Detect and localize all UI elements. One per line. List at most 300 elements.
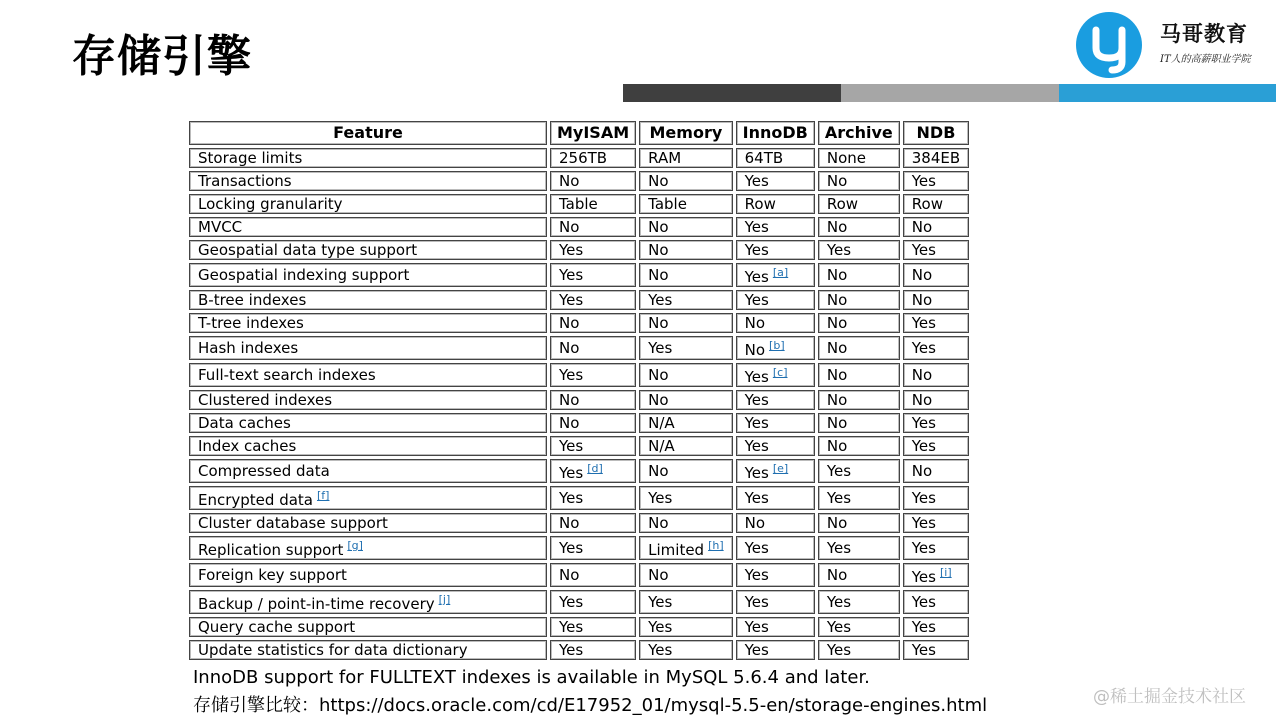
cell-value: Yes [744,618,769,636]
cell-ndb [903,617,969,637]
cell-innodb [736,313,815,333]
cell-value: Yes [826,241,852,259]
table-row [189,217,969,237]
brand-name: 马哥教育 [1160,22,1248,46]
cell-myisam [550,590,636,614]
cell-value: Yes [826,641,852,659]
cell-memory [639,413,733,433]
cell-value: 64TB [744,149,784,167]
cell-myisam [550,313,636,333]
footnote-ref-link[interactable]: [b] [769,339,785,352]
cell-value: No [826,218,848,236]
cell-value: No [648,241,669,259]
cell-archive [818,263,900,287]
table-row [189,590,969,614]
cell-value: Yes [911,414,936,432]
feature-label: Storage limits [198,149,303,167]
cell-innodb [736,536,815,560]
cell-archive [818,486,900,510]
footnote-ref-link[interactable]: [d] [587,462,603,475]
cell-value: Yes [744,391,769,409]
cell-value: Yes [744,539,769,557]
cell-value: No [911,366,933,384]
cell-value: Yes [911,618,936,636]
cell-innodb [736,240,815,260]
header-bar-blue [1059,84,1276,102]
cell-myisam [550,363,636,387]
cell-value: Yes [648,641,673,659]
table-row [189,640,969,660]
cell-innodb [736,590,815,614]
footnote-ref-link[interactable]: [i] [939,566,952,579]
cell-value: Yes [559,266,584,284]
cell-archive [818,459,900,483]
cell-value: Yes [911,172,936,190]
storage-engine-comparison-table [186,118,972,663]
cell-value: Yes [559,489,584,507]
feature-label: Cluster database support [198,514,388,532]
cell-ndb [903,413,969,433]
slide-title: 存储引擎 [72,31,252,82]
cell-value: Yes [559,437,584,455]
cell-value: Table [559,195,598,213]
cell-innodb [736,363,815,387]
table-row [189,336,969,360]
cell-myisam [550,263,636,287]
cell-archive [818,194,900,214]
cell-value: Row [911,195,943,213]
feature-cell [189,390,547,410]
cell-ndb [903,313,969,333]
cell-ndb [903,240,969,260]
table-row [189,363,969,387]
table-row [189,486,969,510]
feature-cell [189,513,547,533]
cell-value: 384EB [911,149,961,167]
cell-myisam [550,413,636,433]
cell-innodb [736,171,815,191]
feature-label: Update statistics for data dictionary [198,641,468,659]
cell-value: No [559,391,580,409]
cell-value: No [744,514,766,532]
cell-ndb [903,459,969,483]
cell-archive [818,336,900,360]
cell-ndb [903,171,969,191]
cell-value: Yes [648,593,673,611]
footnote-ref-link[interactable]: [f] [316,489,330,502]
cell-innodb [736,513,815,533]
cell-archive [818,390,900,410]
cell-myisam [550,336,636,360]
table-header-row [189,121,969,145]
cell-myisam [550,217,636,237]
cell-value: No [648,514,669,532]
table-row [189,513,969,533]
cell-value: No [826,266,848,284]
cell-value: Yes [744,464,769,482]
feature-label: Clustered indexes [198,391,333,409]
feature-cell [189,148,547,168]
cell-value: Yes [559,539,584,557]
footnote-ref-link[interactable]: [g] [347,539,363,552]
cell-value: No [826,172,848,190]
table-row [189,313,969,333]
cell-ndb [903,217,969,237]
feature-label: T-tree indexes [198,314,304,332]
cell-value: Yes [911,314,936,332]
header-bar-gray [841,84,1059,102]
cell-innodb [736,390,815,410]
cell-myisam [550,171,636,191]
cell-value: Yes [911,641,936,659]
cell-ndb [903,486,969,510]
cell-value: Yes [744,593,769,611]
cell-memory [639,171,733,191]
cell-value: No [911,266,933,284]
footnote-ref-link[interactable]: [a] [772,266,789,279]
cell-myisam [550,390,636,410]
table-row [189,240,969,260]
cell-value: Yes [559,366,584,384]
cell-value: Yes [826,539,852,557]
cell-innodb [736,290,815,310]
header-innodb: InnoDB [736,121,815,145]
feature-cell [189,459,547,483]
cell-archive [818,413,900,433]
cell-innodb [736,336,815,360]
cell-memory [639,290,733,310]
cell-value: No [911,391,933,409]
cell-value: No [648,391,669,409]
cell-memory [639,590,733,614]
cell-memory [639,536,733,560]
cell-memory [639,263,733,287]
cell-myisam [550,640,636,660]
cell-value: No [826,339,848,357]
table-row [189,194,969,214]
cell-ndb [903,290,969,310]
table-row [189,263,969,287]
footnote-ref-link[interactable]: [c] [772,366,788,379]
cell-archive [818,436,900,456]
cell-myisam [550,148,636,168]
feature-cell [189,617,547,637]
cell-ndb [903,640,969,660]
feature-label: Geospatial indexing support [198,266,410,284]
cell-archive [818,536,900,560]
cell-value: Yes [911,241,936,259]
cell-value: Yes [911,489,936,507]
cell-value: Yes [744,489,769,507]
cell-archive [818,513,900,533]
feature-label: Hash indexes [198,339,299,357]
mage-logo-icon [1076,12,1142,78]
cell-myisam [550,536,636,560]
feature-cell [189,263,547,287]
header-feature: Feature [189,121,547,145]
cell-memory [639,240,733,260]
cell-value: Yes [559,464,584,482]
cell-value: No [744,314,766,332]
cell-value: No [826,391,848,409]
cell-value: Yes [559,291,584,309]
cell-value: Yes [744,566,769,584]
cell-value: No [648,172,669,190]
cell-value: No [911,291,933,309]
cell-value: Yes [744,172,769,190]
cell-memory [639,459,733,483]
feature-label: Replication support [198,541,344,559]
cell-memory [639,563,733,587]
table-row [189,436,969,456]
feature-label: MVCC [198,218,243,236]
cell-value: No [826,366,848,384]
cell-ndb [903,194,969,214]
cell-archive [818,640,900,660]
cell-value: Yes [744,641,769,659]
cell-value: No [826,566,848,584]
cell-ndb [903,536,969,560]
cell-value: No [559,514,580,532]
cell-value: No [826,314,848,332]
cell-value: Yes [744,241,769,259]
cell-innodb [736,640,815,660]
cell-myisam [550,617,636,637]
cell-ndb [903,336,969,360]
cell-ndb [903,148,969,168]
cell-value: Row [744,195,776,213]
cell-value: Yes [744,437,769,455]
cell-memory [639,640,733,660]
table-row [189,536,969,560]
cell-value: No [559,172,580,190]
header-archive: Archive [818,121,900,145]
cell-value: Yes [911,514,936,532]
feature-cell [189,194,547,214]
cell-value: Yes [826,489,852,507]
cell-value: No [559,339,580,357]
cell-value: Yes [911,593,936,611]
cell-value: Yes [911,339,936,357]
feature-cell [189,413,547,433]
cell-value: Yes [559,641,584,659]
feature-cell [189,240,547,260]
feature-label: Query cache support [198,618,356,636]
cell-myisam [550,194,636,214]
cell-memory [639,390,733,410]
cell-value: Yes [744,291,769,309]
cell-value: Yes [744,368,769,386]
cell-value: Yes [826,593,852,611]
cell-archive [818,313,900,333]
cell-memory [639,194,733,214]
feature-cell [189,363,547,387]
cell-value: Yes [648,339,673,357]
cell-archive [818,290,900,310]
cell-value: Yes [744,268,769,286]
cell-value: No [559,566,580,584]
cell-value: Table [648,195,687,213]
cell-myisam [550,436,636,456]
cell-ndb [903,590,969,614]
header-myisam: MyISAM [550,121,636,145]
cell-myisam [550,513,636,533]
footnote-ref-link[interactable]: [h] [708,539,724,552]
cell-myisam [550,486,636,510]
feature-label: Transactions [198,172,292,190]
cell-innodb [736,486,815,510]
cell-value: No [911,218,933,236]
cell-value: No [559,218,580,236]
cell-value: Yes [559,618,584,636]
table-row [189,617,969,637]
table-row [189,390,969,410]
header-memory: Memory [639,121,733,145]
feature-label: Index caches [198,437,297,455]
cell-ndb [903,363,969,387]
cell-value: Yes [744,414,769,432]
cell-archive [818,563,900,587]
cell-ndb [903,436,969,456]
cell-value: No [559,414,580,432]
feature-cell [189,290,547,310]
feature-cell [189,590,547,614]
cell-value: Yes [648,291,673,309]
cell-innodb [736,617,815,637]
cell-value: No [911,462,933,480]
cell-value: No [826,514,848,532]
cell-value: No [648,314,669,332]
cell-archive [818,590,900,614]
cell-archive [818,363,900,387]
cell-value: No [826,291,848,309]
feature-label: B-tree indexes [198,291,307,309]
cell-value: Yes [911,437,936,455]
footnote-ref-link[interactable]: [j] [438,593,451,606]
cell-innodb [736,459,815,483]
table-row [189,290,969,310]
cell-value: Yes [559,241,584,259]
cell-value: None [826,149,866,167]
footnote-reference-link[interactable]: 存储引擎比较：https://docs.oracle.com/cd/E17952_01/mysql-5.5-en/storage-engines.html [193,695,988,716]
cell-archive [818,171,900,191]
feature-cell [189,171,547,191]
cell-value: Yes [826,618,852,636]
cell-value: No [559,314,580,332]
feature-cell [189,486,547,510]
cell-value: No [648,566,669,584]
cell-value: No [826,414,848,432]
cell-value: No [648,218,669,236]
table-row [189,413,969,433]
feature-label: Data caches [198,414,291,432]
cell-value: No [826,437,848,455]
cell-innodb [736,217,815,237]
cell-innodb [736,194,815,214]
cell-value: RAM [648,149,682,167]
cell-archive [818,240,900,260]
cell-innodb [736,436,815,456]
cell-archive [818,148,900,168]
cell-memory [639,513,733,533]
cell-ndb [903,563,969,587]
brand-logo [1076,12,1271,82]
feature-cell [189,313,547,333]
feature-cell [189,436,547,456]
cell-memory [639,617,733,637]
cell-myisam [550,459,636,483]
cell-value: N/A [648,437,675,455]
cell-value: No [648,266,669,284]
feature-label: Backup / point-in-time recovery [198,595,435,613]
cell-archive [818,217,900,237]
cell-value: N/A [648,414,675,432]
cell-innodb [736,263,815,287]
feature-label: Foreign key support [198,566,347,584]
cell-value: Limited [648,541,705,559]
cell-myisam [550,240,636,260]
cell-myisam [550,290,636,310]
cell-value: No [648,366,669,384]
cell-value: 256TB [559,149,608,167]
cell-value: Yes [744,218,769,236]
cell-myisam [550,563,636,587]
feature-label: Full-text search indexes [198,366,376,384]
table-row [189,459,969,483]
footnote-ref-link[interactable]: [e] [772,462,789,475]
cell-archive [818,617,900,637]
cell-memory [639,217,733,237]
feature-label: Geospatial data type support [198,241,418,259]
table-row [189,171,969,191]
cell-memory [639,336,733,360]
feature-cell [189,536,547,560]
watermark: @稀土掘金技术社区 [1093,687,1246,707]
feature-label: Locking granularity [198,195,343,213]
feature-cell [189,217,547,237]
cell-memory [639,436,733,456]
feature-cell [189,336,547,360]
cell-innodb [736,413,815,433]
cell-value: Yes [648,489,673,507]
cell-ndb [903,263,969,287]
cell-value: No [648,462,669,480]
cell-value: No [744,341,766,359]
table-row [189,148,969,168]
cell-memory [639,363,733,387]
cell-innodb [736,148,815,168]
feature-label: Encrypted data [198,491,313,509]
brand-slogan: IT人的高薪职业学院 [1160,54,1251,65]
cell-memory [639,486,733,510]
footnote-fulltext: InnoDB support for FULLTEXT indexes is available in MySQL 5.6.4 and later. [193,667,870,688]
cell-ndb [903,390,969,410]
cell-value: Yes [648,618,673,636]
cell-value: Yes [559,593,584,611]
table-row [189,563,969,587]
feature-cell [189,640,547,660]
feature-label: Compressed data [198,462,330,480]
cell-innodb [736,563,815,587]
cell-memory [639,148,733,168]
cell-memory [639,313,733,333]
cell-value: Yes [826,462,852,480]
cell-ndb [903,513,969,533]
cell-value: Yes [911,539,936,557]
cell-value: Row [826,195,859,213]
cell-value: Yes [911,568,936,586]
feature-cell [189,563,547,587]
